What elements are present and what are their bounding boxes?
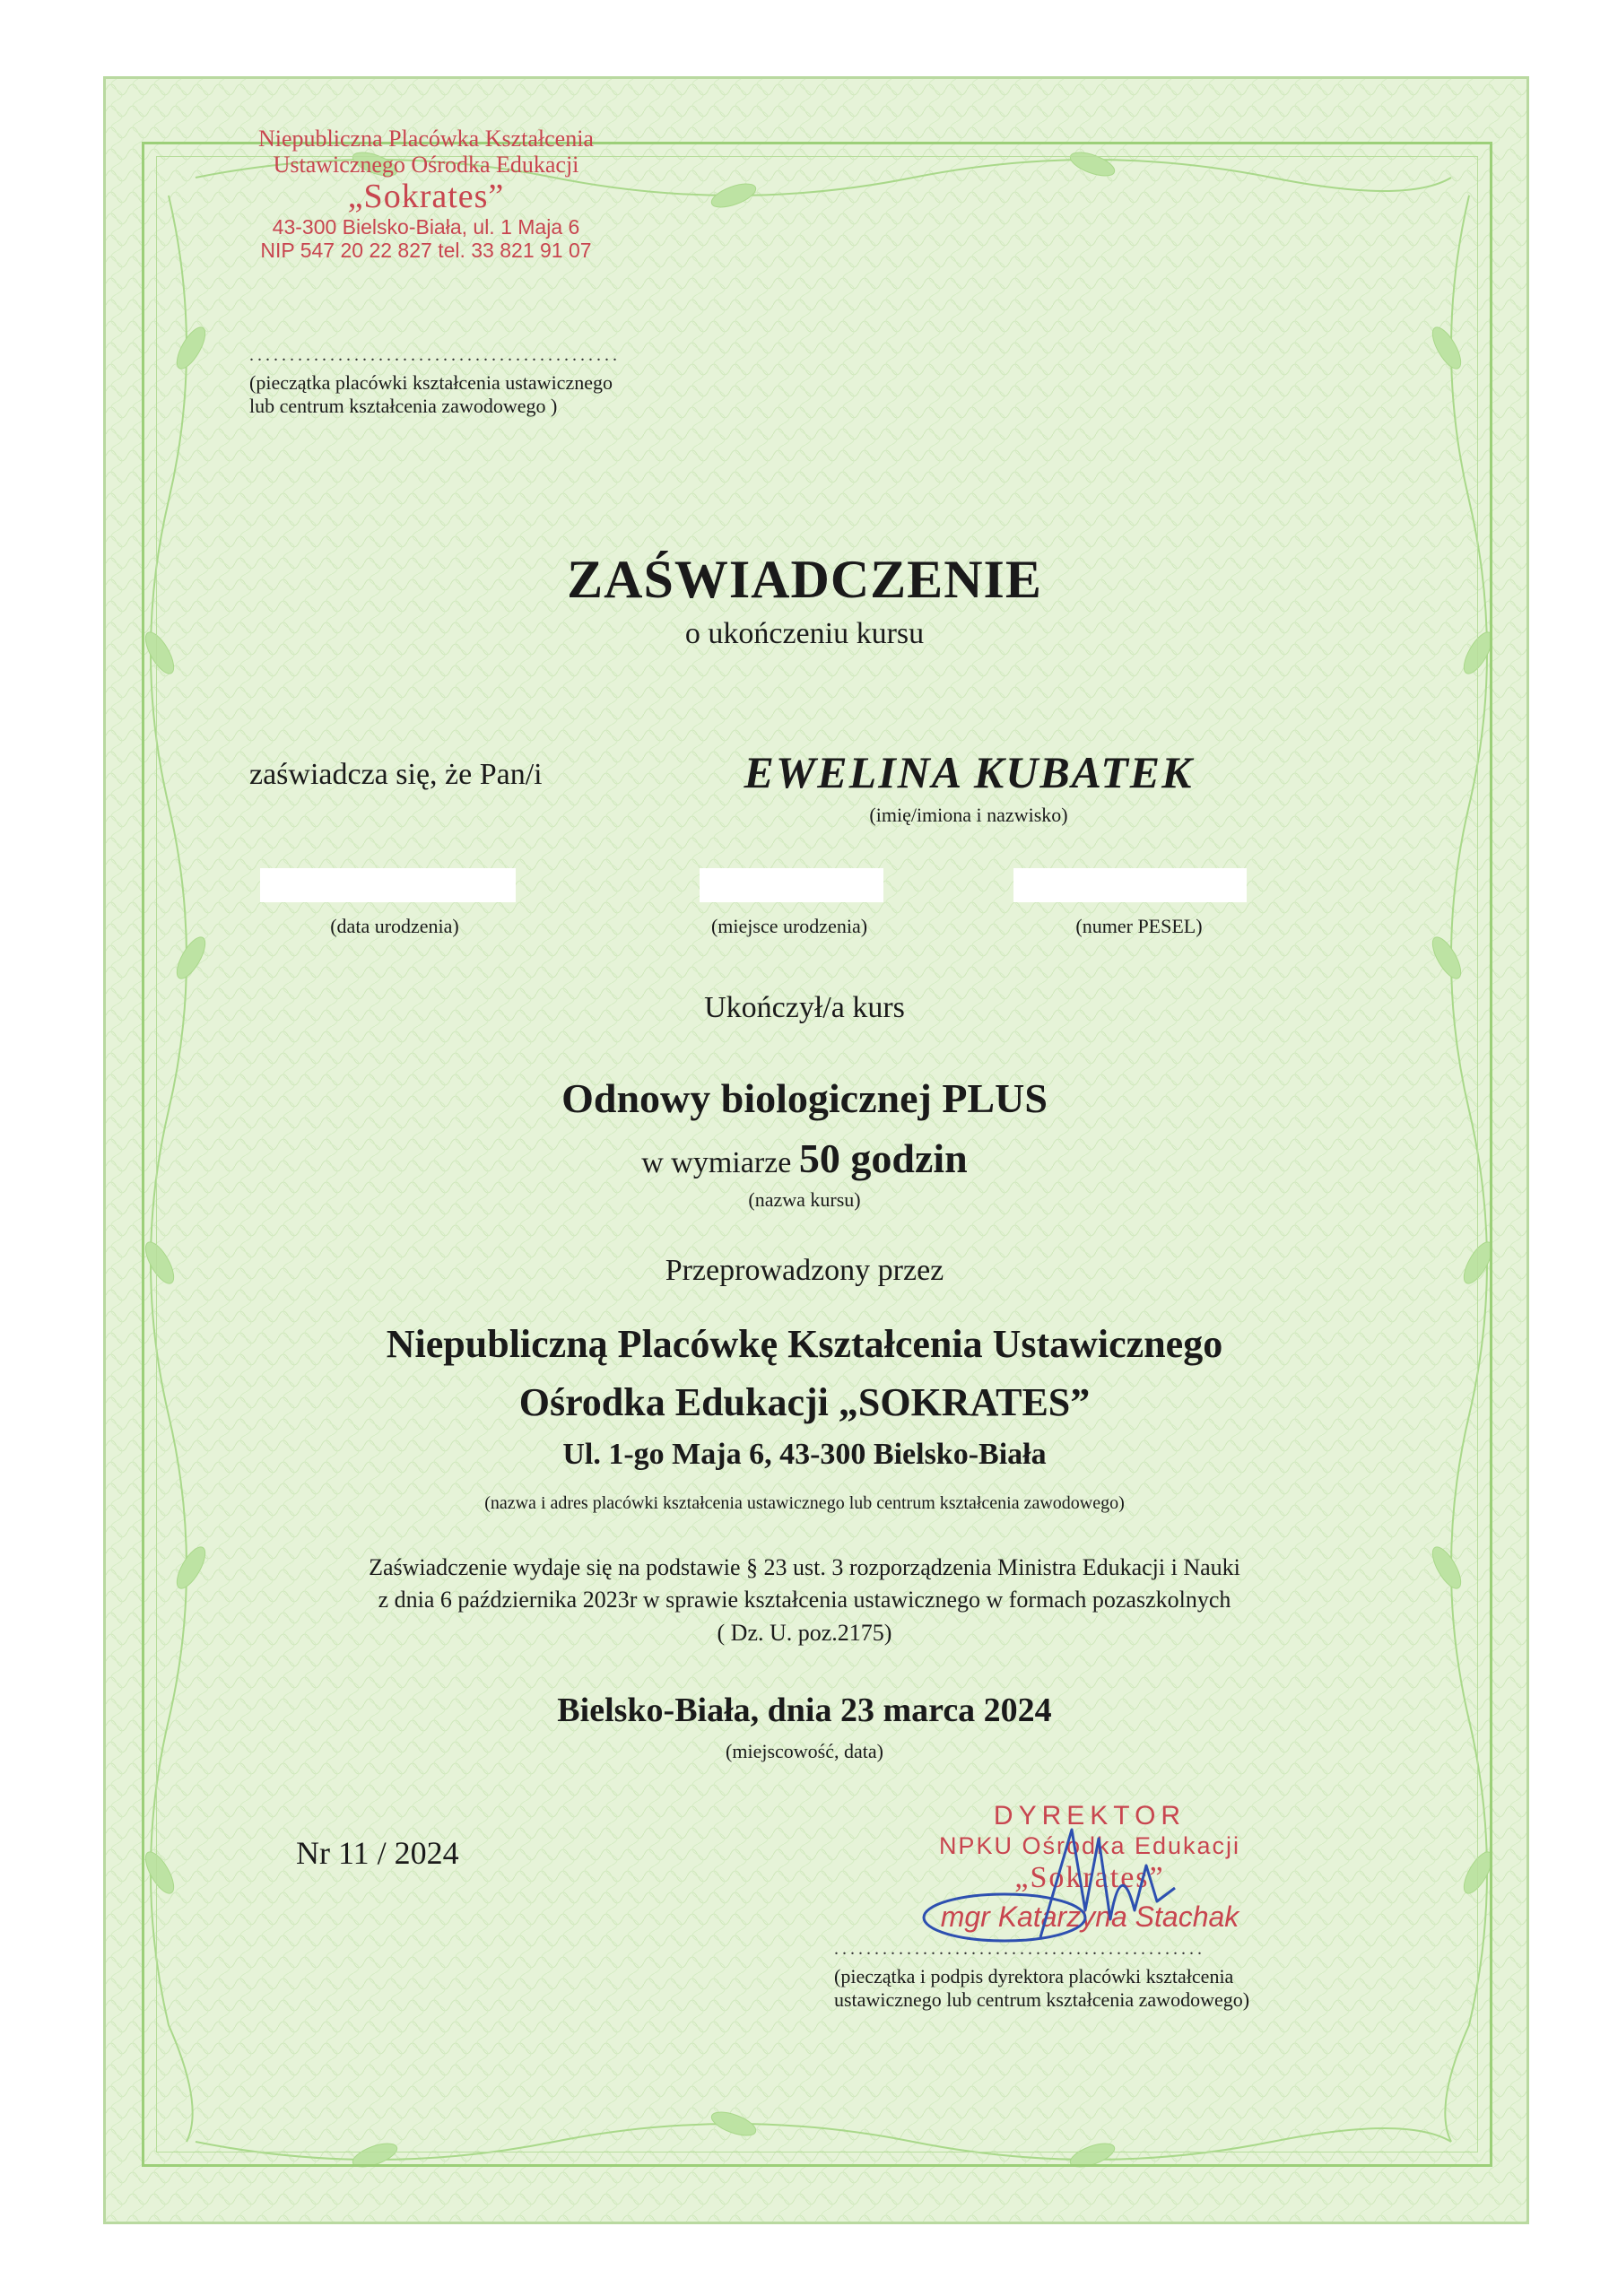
recipient-name: EWELINA KUBATEK bbox=[744, 747, 1194, 797]
organizer-caption: (nazwa i adres placówki kształcenia ustawicznego lub centrum kształcenia zawodowego) bbox=[484, 1493, 1125, 1513]
director-stamp-line-3: „Sokrates” bbox=[1014, 1860, 1165, 1894]
document-subtitle: o ukończeniu kursu bbox=[684, 617, 925, 650]
place-date-caption: (miejscowość, data) bbox=[726, 1740, 883, 1762]
director-stamp-line-1: DYREKTOR bbox=[993, 1801, 1187, 1831]
legal-basis bbox=[0, 1552, 1609, 1649]
certify-text: zaświadcza się, że Pan/i bbox=[249, 758, 543, 791]
course-duration-prefix: w wymiarze bbox=[641, 1146, 799, 1179]
document-title: ZAŚWIADCZENIE bbox=[567, 550, 1042, 609]
birth-place-caption: (miejsce urodzenia) bbox=[710, 915, 868, 937]
stamp-line-5: NIP 547 20 22 827 tel. 33 821 91 07 bbox=[260, 238, 592, 262]
pesel-caption: (numer PESEL) bbox=[1075, 915, 1203, 937]
course-caption: (nazwa kursu) bbox=[748, 1188, 861, 1211]
certificate-number: Nr 11 / 2024 bbox=[296, 1835, 459, 1871]
course-duration-value: 50 godzin bbox=[798, 1135, 968, 1181]
director-caption-line-1: (pieczątka i podpis dyrektora placówki kształcenia bbox=[834, 1965, 1234, 1987]
stamp-line-3: „Sokrates” bbox=[347, 178, 505, 216]
stamp-line-1: Niepubliczna Placówka Kształcenia bbox=[258, 126, 594, 152]
organizer-line-1: Niepubliczną Placówkę Kształcenia Ustawicznego bbox=[386, 1322, 1223, 1366]
stamp-caption bbox=[249, 345, 716, 418]
director-dotted-line: .............................................. bbox=[834, 1939, 1205, 1959]
stamp-dotted-line: .............................................. bbox=[249, 345, 621, 365]
redacted-birth-date bbox=[260, 868, 516, 902]
director-caption bbox=[834, 1939, 1300, 2012]
stamp-line-4: 43-300 Bielsko-Biała, ul. 1 Maja 6 bbox=[272, 214, 580, 239]
completed-text: Ukończył/a kurs bbox=[704, 991, 905, 1024]
stamp-line-2: Ustawicznego Ośrodka Edukacji bbox=[273, 152, 579, 178]
institution-stamp bbox=[202, 126, 650, 262]
legal-basis-line-1: Zaświadczenie wydaje się na podstawie § 23 ust. 3 rozporządzenia Ministra Edukacji i Nauki bbox=[369, 1554, 1240, 1580]
director-caption-line-2: ustawicznego lub centrum kształcenia zawodowego) bbox=[834, 1988, 1250, 2011]
recipient-name-caption: (imię/imiona i nazwisko) bbox=[869, 804, 1068, 826]
organizer-line-2: Ośrodka Edukacji „SOKRATES” bbox=[518, 1380, 1091, 1424]
redacted-birth-place bbox=[700, 868, 883, 902]
redacted-pesel bbox=[1013, 868, 1247, 902]
stamp-caption-line-2: lub centrum kształcenia zawodowego ) bbox=[249, 395, 558, 417]
legal-basis-line-2: z dnia 6 października 2023r w sprawie kształcenia ustawicznego w formach pozaszkolnych bbox=[378, 1587, 1231, 1613]
course-duration bbox=[0, 1135, 1609, 1182]
place-date: Bielsko-Biała, dnia 23 marca 2024 bbox=[557, 1692, 1052, 1729]
conducted-by-text: Przeprowadzony przez bbox=[665, 1254, 944, 1287]
director-stamp-line-4: mgr Katarzyna Stachak bbox=[940, 1900, 1239, 1933]
organizer-address: Ul. 1-go Maja 6, 43-300 Bielsko-Biała bbox=[562, 1438, 1047, 1471]
legal-basis-line-3: ( Dz. U. poz.2175) bbox=[717, 1619, 892, 1646]
birth-date-caption: (data urodzenia) bbox=[330, 915, 459, 937]
course-name: Odnowy biologicznej PLUS bbox=[561, 1075, 1048, 1121]
director-stamp-line-2: NPKU Ośrodka Edukacji bbox=[938, 1831, 1241, 1859]
stamp-caption-line-1: (pieczątka placówki kształcenia ustawicznego bbox=[249, 371, 613, 394]
